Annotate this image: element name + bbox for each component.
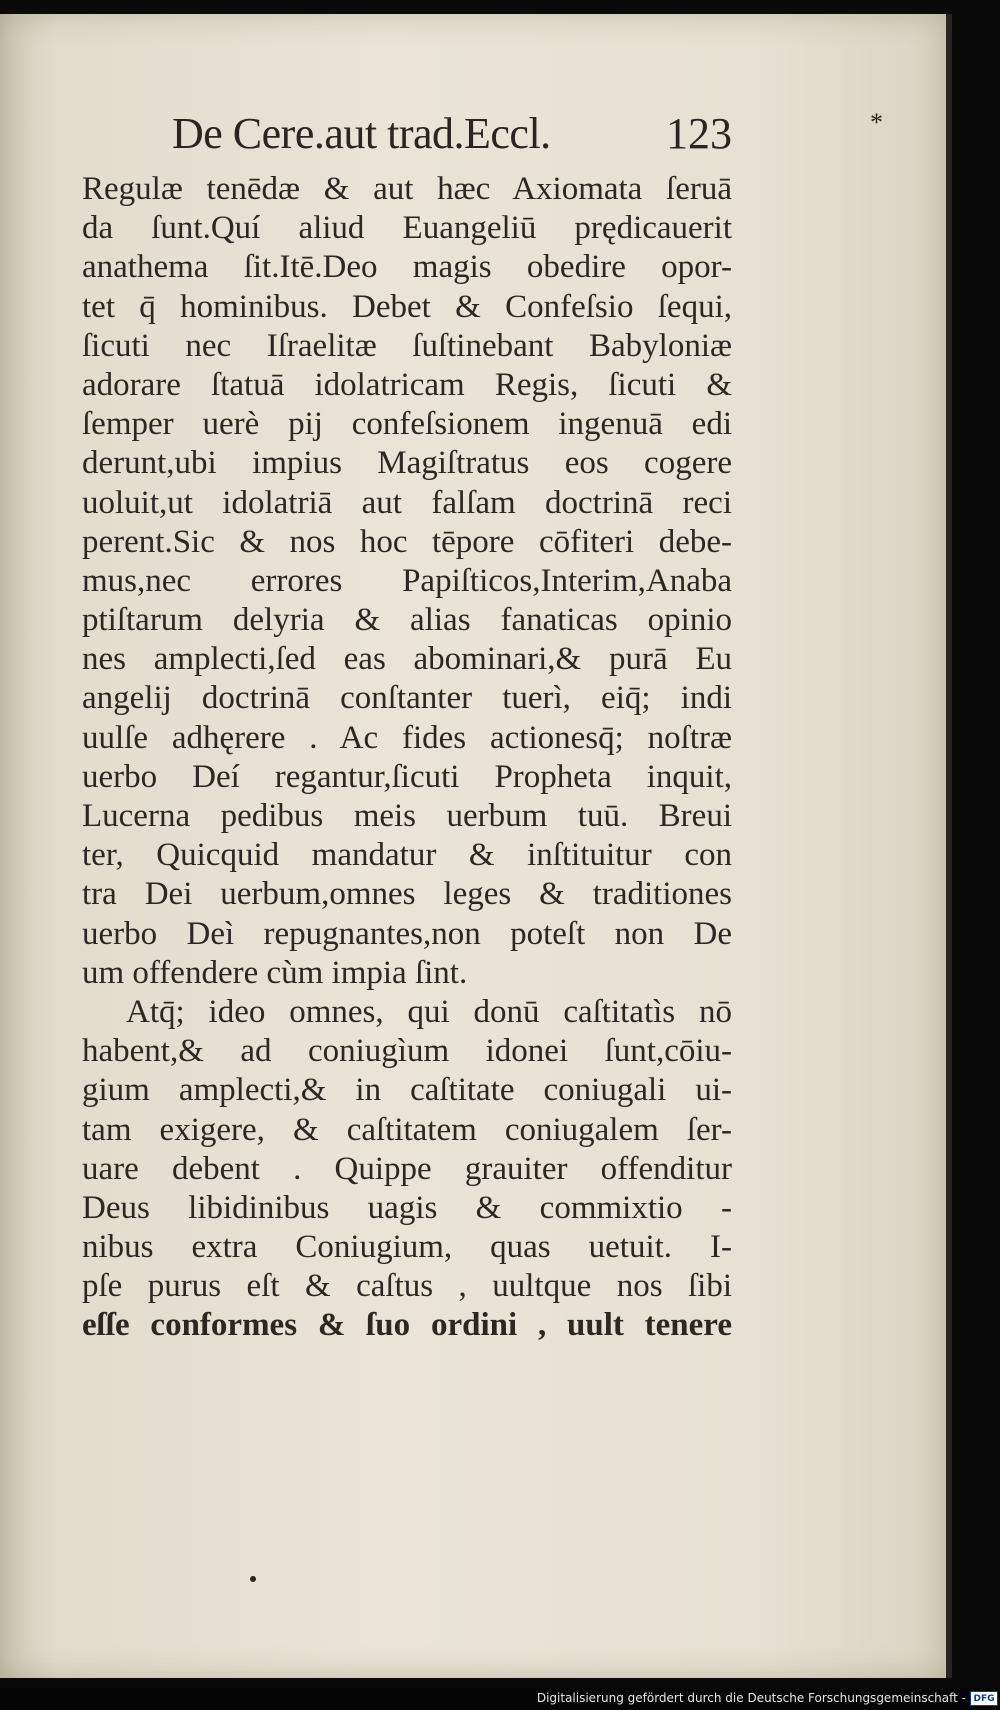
- text-line: mus,nec errores Papiſticos,Interim,Anaba: [82, 562, 732, 599]
- text-line: uare debent . Quippe grauiter offenditur: [82, 1150, 732, 1187]
- text-line-catch: eſſe conformes & ſuo ordini , uult tenere: [82, 1307, 732, 1344]
- ink-dot: [250, 1576, 256, 1582]
- text-line: habent,& ad coniugìum idonei ſunt,cōiu-: [82, 1033, 732, 1070]
- text-line: tet q̄ hominibus. Debet & Confeſsio ſequi,: [82, 288, 732, 325]
- text-line: Lucerna pedibus meis uerbum tuū. Breui: [82, 798, 732, 834]
- text-line: nibus extra Coniugium, quas uetuit. I-: [82, 1229, 732, 1266]
- text-line: derunt,ubi impius Magiſtratus eos cogere: [82, 445, 732, 482]
- dfg-logo: DFG: [970, 1691, 998, 1706]
- text-line: da ſunt.Quí aliud Euangeliū prędicauerit: [82, 210, 732, 247]
- text-line: uerbo Deí regantur,ſicuti Propheta inquit,: [82, 758, 732, 795]
- body-text: [82, 170, 732, 1346]
- text-line: Regulæ tenēdæ & aut hæc Axiomata ſeruā: [82, 171, 732, 207]
- text-line: perent.Sic & nos hoc tēpore cōfiteri debe-: [82, 523, 732, 560]
- text-line: uulſe adhęrere . Ac fides actionesq̄; noſtræ: [82, 719, 732, 756]
- text-line: uerbo Deì repugnantes,non poteſt non De: [82, 915, 732, 952]
- text-line: angelij doctrinā conſtanter tuerì, eiq̄; indi: [82, 680, 732, 717]
- text-line: tra Dei uerbum,omnes leges & traditiones: [82, 876, 732, 913]
- text-line: Deus libidinibus uagis & commixtio -: [82, 1189, 732, 1226]
- text-line: nes amplecti,ſed eas abominari,& purā Eu: [82, 641, 732, 678]
- text-line: tam exigere, & caſtitatem coniugalem ſer-: [82, 1111, 732, 1148]
- text-line: pſe purus eſt & caſtus , uultque nos ſibi: [82, 1268, 732, 1305]
- running-title: De Cere.aut trad.Eccl.: [172, 109, 551, 158]
- text-line: ſicuti nec Iſraelitæ ſuſtinebant Babyloniæ: [82, 327, 732, 364]
- page-number: 123: [666, 109, 732, 158]
- page-edge: [946, 14, 952, 1678]
- text-line: adorare ſtatuā idolatricam Regis, ſicuti &: [82, 366, 732, 403]
- running-head: [172, 108, 732, 168]
- footer-credit: Digitalisierung gefördert durch die Deutsche Forschungsgemeinschaft -: [536, 1691, 966, 1705]
- text-line: anathema ſit.Itē.Deo magis obedire opor-: [82, 249, 732, 286]
- text-line: ſemper uerè pij confeſsionem ingenuā edi: [82, 406, 732, 443]
- text-line: ter, Quicquid mandatur & inſtituitur con: [82, 837, 732, 874]
- text-line-paragraph-end: um offendere cùm impia ſint.: [82, 954, 468, 991]
- footer-bar: [0, 1688, 1000, 1710]
- text-line: gium amplecti,& in caſtitate coniugali ui-: [82, 1072, 732, 1109]
- margin-mark: *: [870, 108, 883, 137]
- text-line: ptiſtarum delyria & alias fanaticas opinio: [82, 602, 732, 639]
- text-line: uoluit,ut idolatriā aut falſam doctrinā reci: [82, 484, 732, 521]
- text-line-paragraph-start: Atq̄; ideo omnes, qui donū caſtitatìs nō: [126, 993, 732, 1030]
